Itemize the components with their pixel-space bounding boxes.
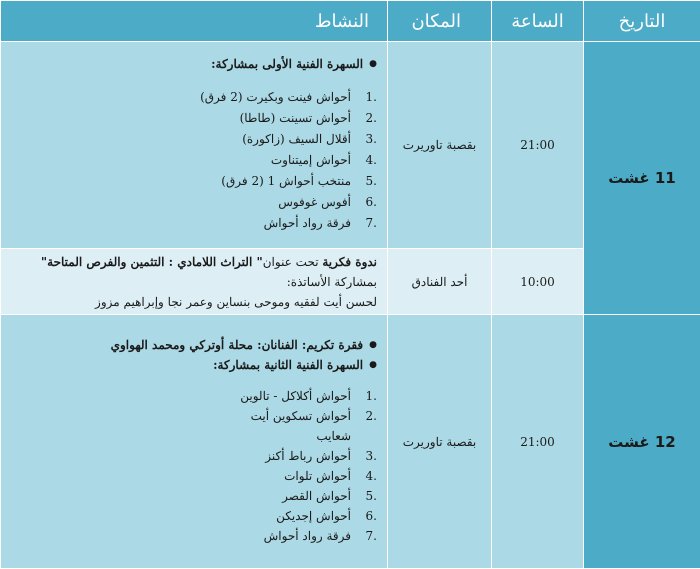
item-number: 4. xyxy=(365,152,377,167)
header-row xyxy=(1,1,700,42)
seminar-tail: بمشاركة الأساتذة: xyxy=(286,274,377,289)
header-activity: النشاط xyxy=(1,1,388,42)
item-number: 3. xyxy=(365,131,377,146)
item-text: أفوس غوفوس xyxy=(278,194,351,209)
list-item xyxy=(11,87,377,108)
item-text: أقلال السيف (زاكورة) xyxy=(242,131,351,146)
item-text: فرقة رواد أحواش xyxy=(263,528,351,543)
list-item xyxy=(11,486,377,506)
troupe-list xyxy=(11,87,377,234)
list-item xyxy=(11,213,377,234)
activity-bullet: ● فقرة تكريم: الفنانان: محلة أوتركي ومحمد الهواوي xyxy=(11,338,377,352)
item-text: أحواش فينت وبكيرت (2 فرق) xyxy=(200,89,351,104)
item-number: 4. xyxy=(365,468,377,483)
seminar-title: " التراث اللامادي : التثمين والفرص المتاحة" xyxy=(40,254,263,269)
seminar-lead: ندوة فكرية xyxy=(322,254,377,269)
item-text: أحواش أكلاكل - تالوين xyxy=(240,388,351,403)
list-item xyxy=(11,446,377,466)
activity-cell xyxy=(1,249,388,315)
item-number: 7. xyxy=(365,528,377,543)
seminar-description xyxy=(11,252,377,292)
seminar-mid: تحت عنوان xyxy=(262,254,323,269)
item-text: أحواش تسكوين أيت شعايب xyxy=(250,408,351,443)
date-cell-aug-12: 12 غشت xyxy=(584,315,700,569)
time-cell: 21:00 xyxy=(492,42,584,249)
item-number: 3. xyxy=(365,448,377,463)
list-item xyxy=(11,192,377,213)
item-number: 6. xyxy=(365,508,377,523)
table-row xyxy=(1,42,700,249)
list-item xyxy=(11,466,377,486)
header-place: المكان xyxy=(388,1,492,42)
place-cell: بقصبة تاوريرت xyxy=(388,42,492,249)
list-item xyxy=(11,150,377,171)
item-text: أحواش إجديكن xyxy=(276,508,351,523)
item-number: 1. xyxy=(365,388,377,403)
activity-bullet: ● السهرة الفنية الثانية بمشاركة: xyxy=(11,358,377,372)
item-text: منتخب أحواش 1 (2 فرق) xyxy=(221,173,351,188)
item-number: 5. xyxy=(365,173,377,188)
item-number: 1. xyxy=(365,89,377,104)
item-number: 6. xyxy=(365,194,377,209)
activity-bullet: ● السهرة الفنية الأولى بمشاركة: xyxy=(11,57,377,71)
troupe-list xyxy=(11,386,377,546)
seminar-speakers: لحسن أيت لفقيه وموحى بنساين وعمر نجا وإبراهيم مزوز xyxy=(95,294,377,309)
item-text: أحواش تسينت (طاطا) xyxy=(239,110,351,125)
item-number: 7. xyxy=(365,215,377,230)
list-item xyxy=(11,386,377,406)
header-time: الساعة xyxy=(492,1,584,42)
list-item xyxy=(11,406,377,446)
place-cell: بقصبة تاوريرت xyxy=(388,315,492,569)
list-item xyxy=(11,526,377,546)
item-number: 2. xyxy=(365,408,377,423)
time-cell: 21:00 xyxy=(492,315,584,569)
item-text: أحواش رباط أكنز xyxy=(265,448,351,463)
list-item xyxy=(11,129,377,150)
list-item xyxy=(11,108,377,129)
item-text: أحواش القصر xyxy=(282,488,351,503)
table-row xyxy=(1,315,700,569)
place-cell: أحد الفنادق xyxy=(388,249,492,315)
item-number: 5. xyxy=(365,488,377,503)
list-item xyxy=(11,506,377,526)
header-date: التاريخ xyxy=(584,1,700,42)
item-text: أحواش إميتناوت xyxy=(270,152,351,167)
activity-cell xyxy=(1,315,388,569)
item-text: فرقة رواد أحواش xyxy=(263,215,351,230)
time-cell: 10:00 xyxy=(492,249,584,315)
item-text: أحواش تلوات xyxy=(284,468,351,483)
list-item xyxy=(11,171,377,192)
date-cell-aug-11: 11 غشت xyxy=(584,42,700,315)
item-number: 2. xyxy=(365,110,377,125)
activity-cell xyxy=(1,42,388,249)
